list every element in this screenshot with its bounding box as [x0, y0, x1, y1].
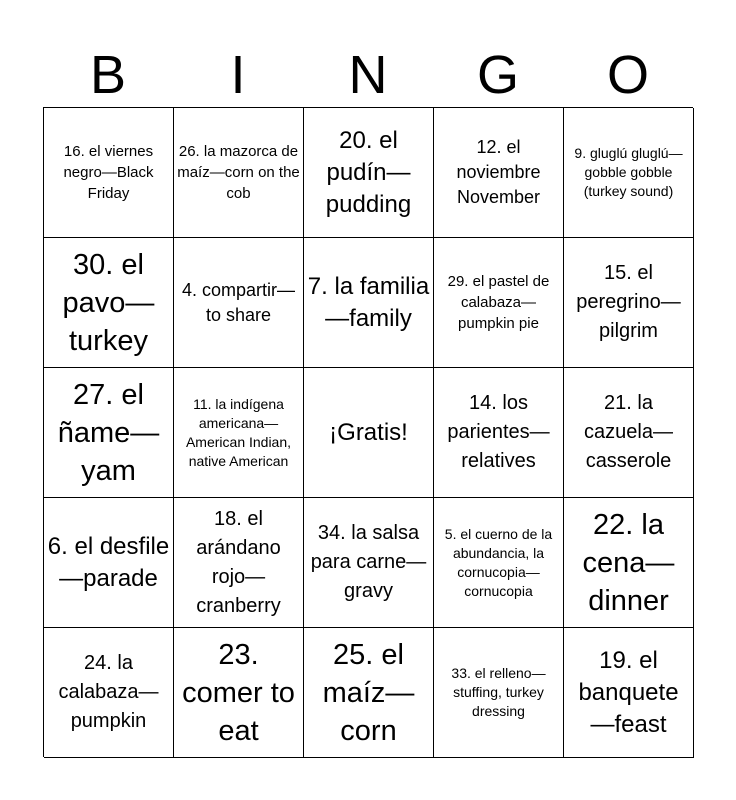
- bingo-cell[interactable]: [304, 498, 434, 628]
- bingo-cell[interactable]: [434, 628, 564, 758]
- cell-text: 18. el arándano rojo—cranberry: [196, 507, 281, 617]
- cell-text: 15. el peregrino—pilgrim: [576, 262, 681, 342]
- cell-text: 4. compartir—to share: [181, 279, 296, 325]
- header-letter-i: I: [230, 45, 246, 105]
- bingo-cell[interactable]: [44, 108, 174, 238]
- cell-text: 24. la calabaza—pumpkin: [58, 652, 159, 732]
- bingo-cell[interactable]: [174, 238, 304, 368]
- bingo-cell[interactable]: [434, 108, 564, 238]
- cell-text: 25. el maíz—corn: [322, 638, 415, 747]
- cell-text: 26. la mazorca de maíz—corn on the cob: [177, 143, 300, 202]
- header-letter-g: G: [476, 45, 519, 105]
- bingo-cell[interactable]: [564, 628, 694, 758]
- bingo-board: [43, 107, 693, 757]
- cell-text: 7. la familia—family: [307, 272, 430, 332]
- bingo-cell[interactable]: [304, 108, 434, 238]
- header-letter-o: O: [606, 45, 649, 105]
- cell-text: 30. el pavo—turkey: [62, 248, 155, 357]
- bingo-cell[interactable]: [174, 108, 304, 238]
- cell-text: 12. el noviembre November: [456, 137, 541, 207]
- bingo-cell[interactable]: [44, 498, 174, 628]
- cell-text: 5. el cuerno de la abundancia, la cornucopia—cornucopia: [444, 525, 553, 599]
- cell-text: 9. gluglú gluglú—gobble gobble (turkey sound): [574, 145, 683, 199]
- bingo-cell[interactable]: [564, 498, 694, 628]
- bingo-cell[interactable]: [44, 368, 174, 498]
- bingo-cell[interactable]: [434, 368, 564, 498]
- cell-text: 29. el pastel de calabaza—pumpkin pie: [447, 273, 550, 332]
- cell-text: 33. el relleno—stuffing, turkey dressing: [451, 665, 546, 719]
- bingo-cell[interactable]: [174, 368, 304, 498]
- bingo-cell[interactable]: [564, 368, 694, 498]
- cell-text: 23. comer to eat: [182, 638, 295, 747]
- header-letter-b: B: [89, 45, 127, 105]
- cell-text: 19. el banquete—feast: [578, 646, 679, 738]
- bingo-cell[interactable]: [564, 238, 694, 368]
- bingo-cell[interactable]: [304, 628, 434, 758]
- bingo-header: [43, 42, 693, 108]
- cell-text: 16. el viernes negro—Black Friday: [63, 143, 154, 202]
- bingo-cell[interactable]: [44, 238, 174, 368]
- bingo-cell[interactable]: [434, 498, 564, 628]
- bingo-cell[interactable]: [434, 238, 564, 368]
- cell-text: 6. el desfile—parade: [47, 532, 170, 592]
- free-space-label: ¡Gratis!: [329, 418, 408, 446]
- free-space[interactable]: [304, 368, 434, 498]
- bingo-cell[interactable]: [174, 498, 304, 628]
- bingo-cell[interactable]: [564, 108, 694, 238]
- bingo-cell[interactable]: [44, 628, 174, 758]
- header-letter-n: N: [348, 45, 388, 105]
- cell-text: 14. los parientes—relatives: [447, 392, 550, 472]
- cell-text: 20. el pudín—pudding: [325, 126, 412, 218]
- cell-text: 34. la salsa para carne—gravy: [310, 522, 427, 602]
- bingo-cell[interactable]: [174, 628, 304, 758]
- cell-text: 11. la indígena americana—American Indian, native American: [185, 395, 292, 469]
- cell-text: 22. la cena—dinner: [582, 508, 675, 617]
- cell-text: 27. el ñame—yam: [57, 378, 160, 487]
- cell-text: 21. la cazuela—casserole: [584, 392, 673, 472]
- bingo-cell[interactable]: [304, 238, 434, 368]
